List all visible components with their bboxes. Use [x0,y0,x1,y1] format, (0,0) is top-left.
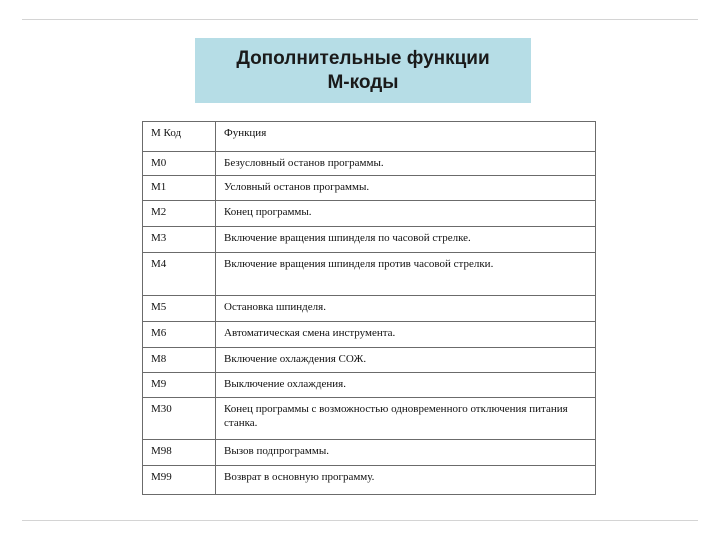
table-row [143,227,596,253]
function-cell: Выключение охлаждения. [216,373,596,398]
code-cell: M4 [143,253,216,296]
code-cell: M0 [143,152,216,176]
bottom-divider [22,520,698,521]
top-divider [22,19,698,20]
code-cell: M99 [143,466,216,495]
function-cell: Возврат в основную программу. [216,466,596,495]
title-line-1: Дополнительные функции [236,47,490,69]
function-cell: Включение вращения шпинделя против часовой стрелки. [216,253,596,296]
table-row [143,373,596,398]
function-cell: Безусловный останов программы. [216,152,596,176]
function-cell: Конец программы с возможностью одновременного отключения питания станка. [216,398,596,440]
table-row [143,253,596,296]
code-cell: M2 [143,201,216,227]
table-row [143,176,596,201]
function-cell: Остановка шпинделя. [216,296,596,322]
function-cell: Включение вращения шпинделя по часовой стрелке. [216,227,596,253]
header-function: Функция [216,122,596,152]
code-cell: M98 [143,440,216,466]
code-cell: M3 [143,227,216,253]
code-cell: M5 [143,296,216,322]
code-cell: M8 [143,348,216,373]
code-cell: M1 [143,176,216,201]
code-cell: M9 [143,373,216,398]
title-banner [195,38,531,103]
table-row [143,152,596,176]
table-row [143,201,596,227]
table-header-row [143,122,596,152]
title-line-2: М-коды [327,71,399,93]
header-code: M Код [143,122,216,152]
table-row [143,322,596,348]
table-row [143,348,596,373]
code-cell: M6 [143,322,216,348]
table-row [143,398,596,440]
code-cell: M30 [143,398,216,440]
table-row [143,440,596,466]
m-codes-table [142,121,596,495]
table-row [143,296,596,322]
function-cell: Включение охлаждения СОЖ. [216,348,596,373]
function-cell: Автоматическая смена инструмента. [216,322,596,348]
function-cell: Конец программы. [216,201,596,227]
function-cell: Вызов подпрограммы. [216,440,596,466]
table-row [143,466,596,495]
function-cell: Условный останов программы. [216,176,596,201]
